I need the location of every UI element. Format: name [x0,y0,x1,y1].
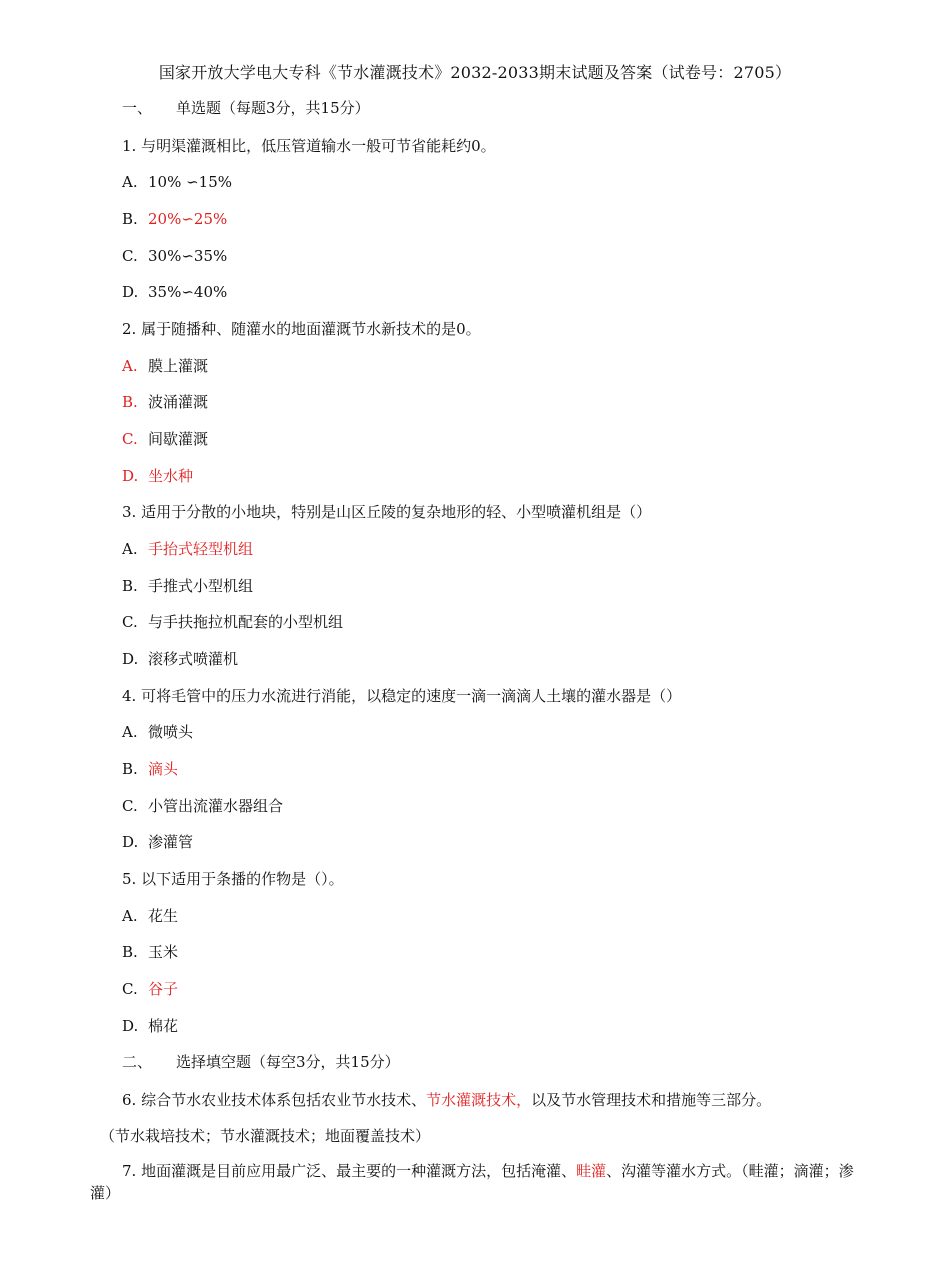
page-title: 国家开放大学电大专科《节水灌溉技术》2032-2033期末试题及答案（试卷号：2705） [158,63,792,82]
question-2: 2. 属于随播种、随灌水的地面灌溉节水新技术的是0。 [122,320,481,338]
option-4c: C. 小管出流灌水器组合 [122,797,284,815]
option-2b-answer: B. 波涌灌溉 [122,393,209,411]
answer-text: 畦灌 [576,1162,607,1180]
option-4a: A. 微喷头 [122,723,194,741]
question-7: 7. 地面灌溉是目前应用最广泛、最主要的一种灌溉方法，包括淹灌、畦灌、沟灌等灌水方式。（畦灌；滴灌；渗灌） [90,1162,854,1202]
option-2c-answer: C. 间歇灌溉 [122,430,209,448]
option-3c: C. 与手扶拖拉机配套的小型机组 [122,613,344,631]
section-heading-2 [122,1052,400,1072]
section-number: 二、 [122,1053,153,1071]
option-1d: D. 35%∽40% [122,283,228,301]
option-2d-answer: D. 坐水种 [122,467,194,485]
question-6: 6. 综合节水农业技术体系包括农业节水技术、节水灌溉技术，以及节水管理技术和措施等三部分。 [122,1091,772,1109]
option-4b-answer: B. 滴头 [122,760,179,778]
option-1b-answer: B. 20%∽25% [122,210,228,228]
option-5c-answer: C. 谷子 [122,980,179,998]
section-number: 一、 [122,99,153,117]
question-3: 3. 适用于分散的小地块，特别是山区丘陵的复杂地形的轻、小型喷灌机组是（） [122,503,652,521]
question-6-choices: （节水栽培技术；节水灌溉技术；地面覆盖技术） [100,1127,431,1145]
option-4d: D. 渗灌管 [122,833,194,851]
option-3d: D. 滚移式喷灌机 [122,650,239,668]
option-3b: B. 手推式小型机组 [122,577,254,595]
option-2a-answer: A. 膜上灌溉 [122,357,209,375]
option-1c: C. 30%∽35% [122,247,228,265]
option-5d: D. 棉花 [122,1017,179,1035]
section-heading-1 [122,98,370,118]
answer-text: 节水灌溉技术， [426,1091,532,1109]
question-1: 1. 与明渠灌溉相比，低压管道输水一般可节省能耗约0。 [122,137,496,155]
question-5: 5. 以下适用于条播的作物是（）。 [122,870,344,888]
question-4: 4. 可将毛管中的压力水流进行消能，以稳定的速度一滴一滴滴人土壤的灌水器是（） [122,687,682,705]
option-3a-answer: A. 手抬式轻型机组 [122,540,254,558]
section-text: 选择填空题（每空3分，共15分） [176,1053,400,1071]
section-text: 单选题（每题3分，共15分） [176,99,370,117]
option-5b: B. 玉米 [122,943,179,961]
option-5a: A. 花生 [122,907,179,925]
option-1a: A. 10% ∽15% [122,173,233,191]
